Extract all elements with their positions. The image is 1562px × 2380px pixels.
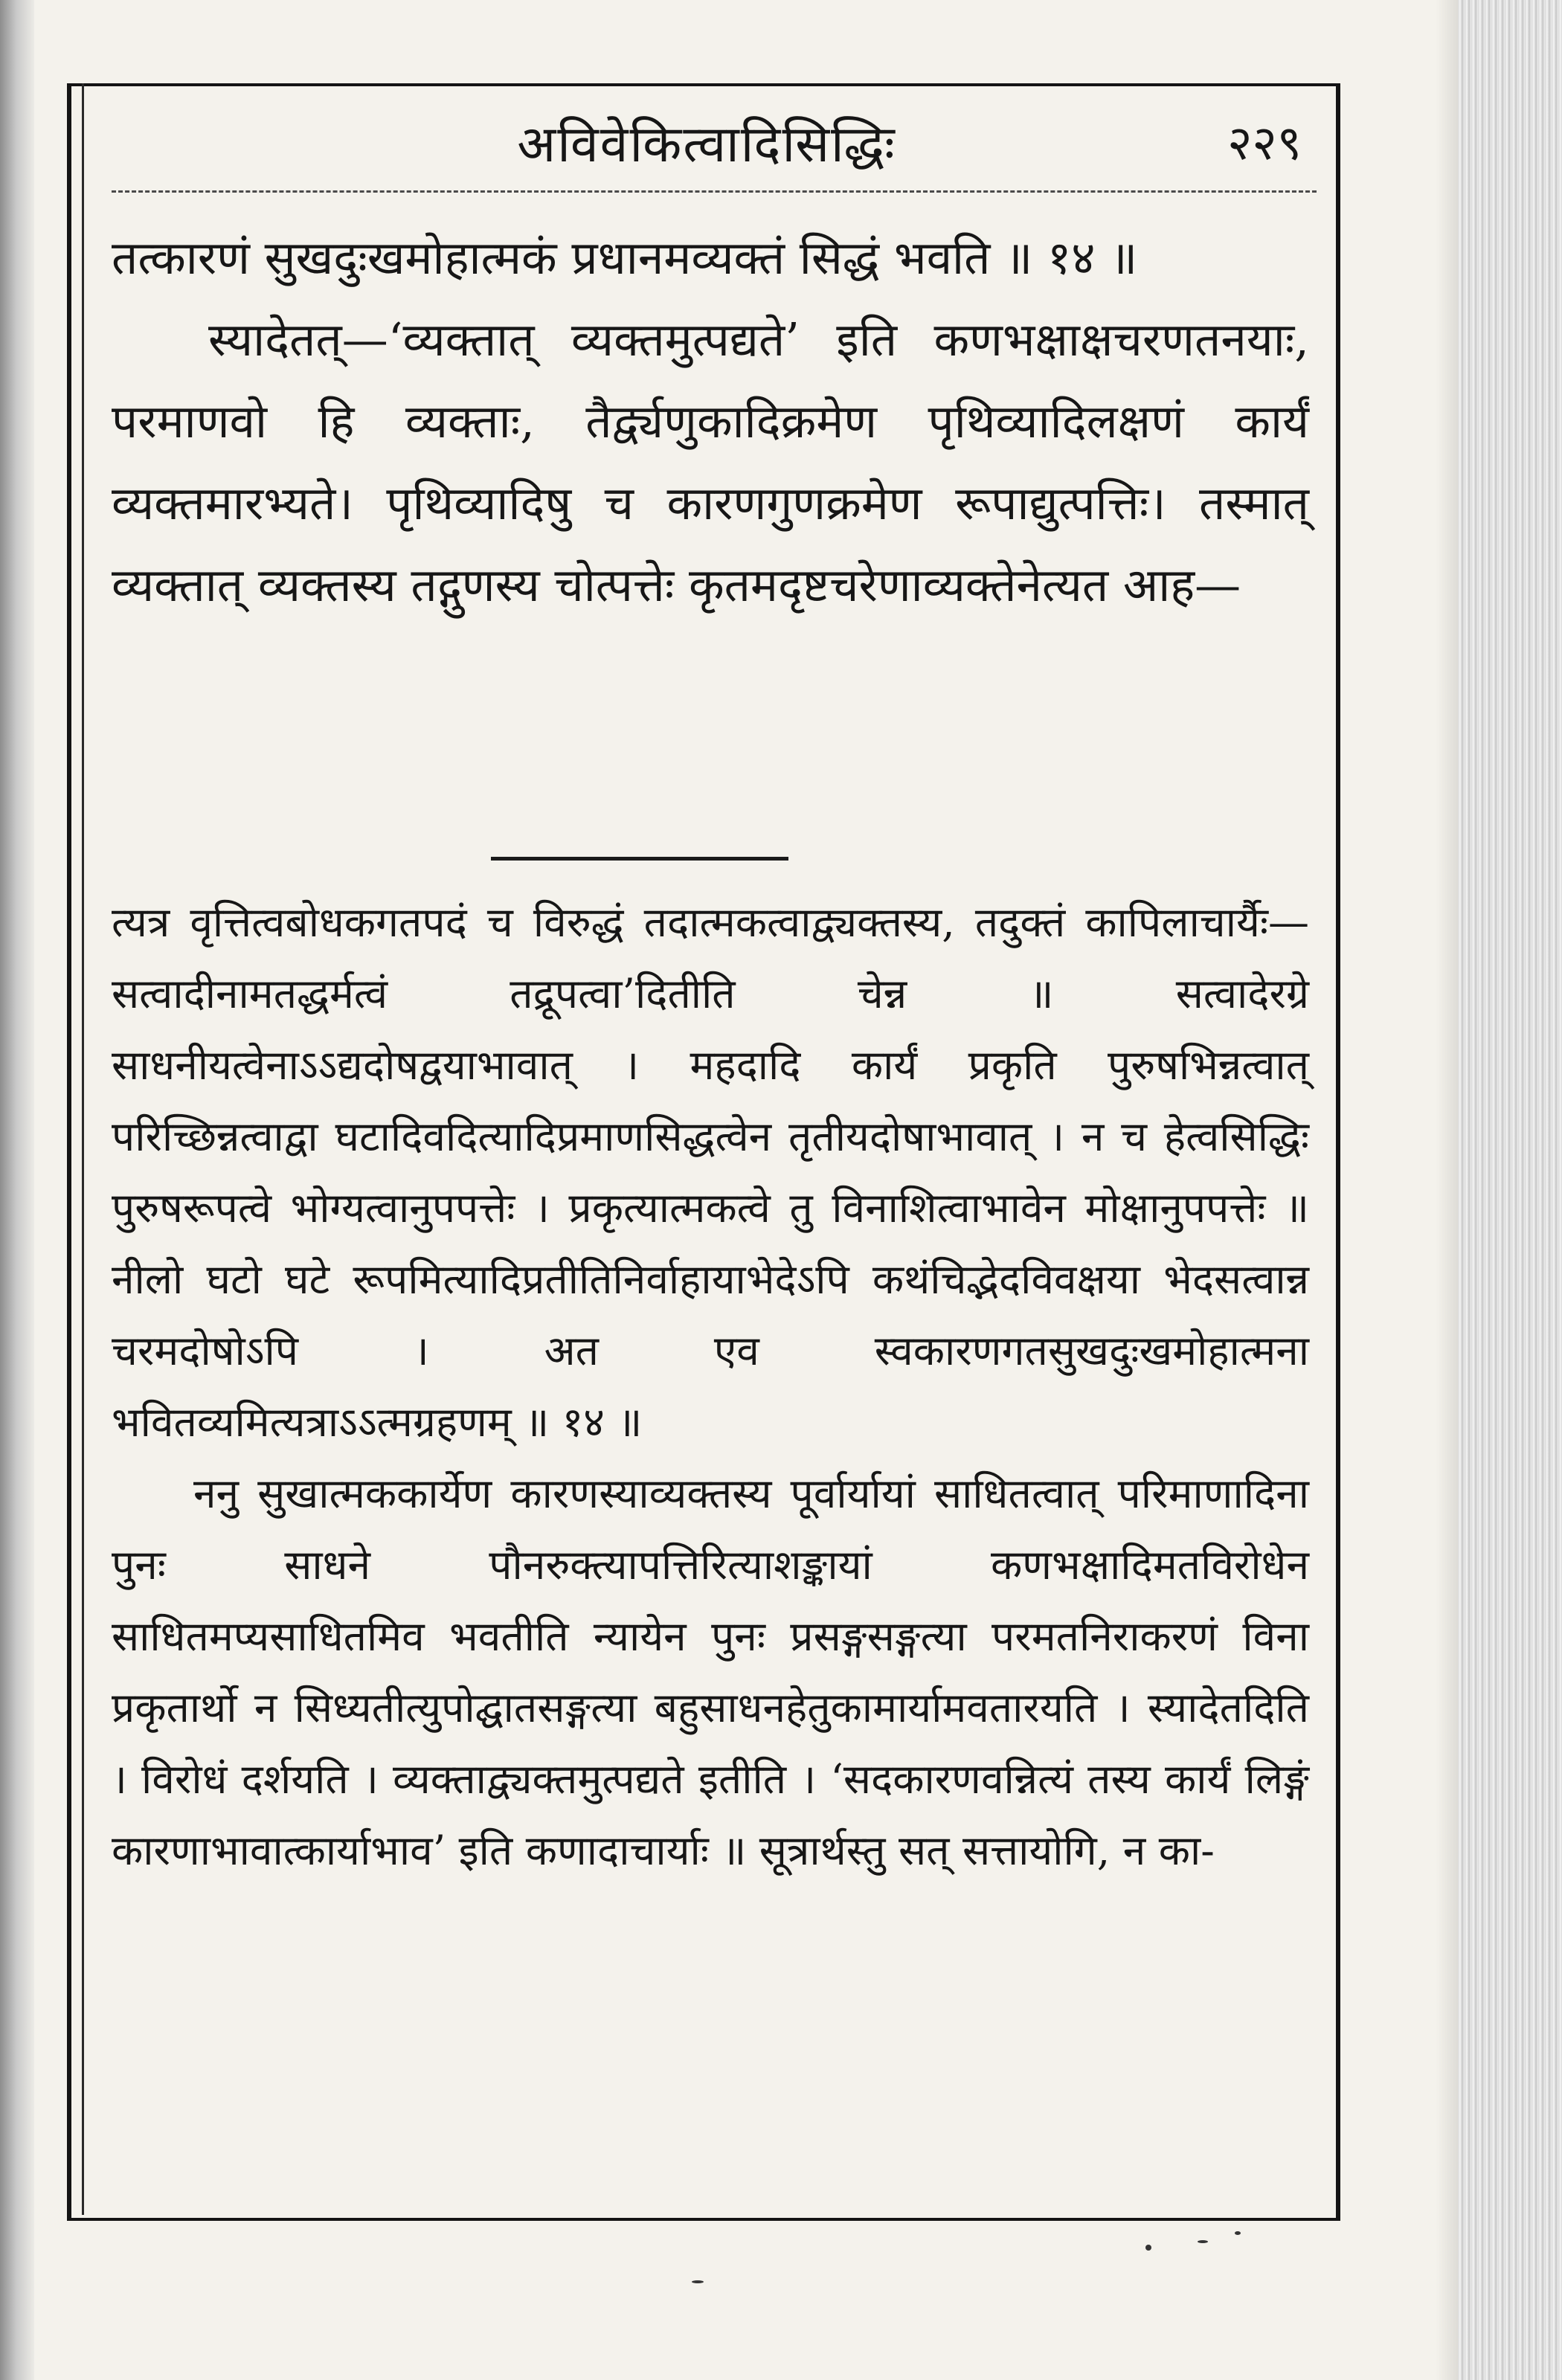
commentary-block — [112, 887, 1309, 1886]
main-paragraph: स्यादेतत्—‘व्यक्तात् व्यक्तमुत्पद्यते’ इति कणभक्षाक्षचरणतनयाः, परमाणवो हि व्यक्ताः, तैर्द्व्यणुकादिक्रमेण पृथिव्यादिलक्षणं कार्यं व्यक्तमारभ्यते। पृथिव्यादिषु च कारणगुणक्रमेण रूपाद्युत्पत्तिः। तस्मात् व्यक्तात् व्यक्तस्य तद्गुणस्य चोत्पत्तेः कृतमदृष्टचरेणाव्यक्तेनेत्यत आह— — [112, 312, 1309, 612]
header-dashed-rule — [112, 190, 1317, 193]
page-number: २२९ — [1227, 116, 1302, 171]
book-page-edges — [1458, 0, 1562, 2380]
commentary-paragraph: त्यत्र वृत्तित्वबोधकगतपदं च विरुद्धं तदात्मकत्वाद्व्यक्तस्य, तदुक्तं कापिलाचार्यैः—सत्वादीनामतद्धर्मत्वं तद्रूपत्वा’दितीति चेन्न ॥ सत्वादेरग्रे साधनीयत्वेनाऽऽद्यदोषद्वयाभावात् । महदादि कार्यं प्रकृति पुरुषभिन्नत्वात् परिच्छिन्नत्वाद्वा घटादिवदित्यादिप्रमाणसिद्धत्वेन तृतीयदोषाभावात् । न च हेत्वसिद्धिः पुरुषरूपत्वे भोग्यत्वानुपपत्तेः । प्रकृत्यात्मकत्वे तु विनाशित्वाभावेन मोक्षानुपपत्तेः ॥ नीलो घटो घटे रूपमित्यादिप्रतीतिनिर्वाहायाभेदेऽपि कथंचिद्भेदविवक्षया भेदसत्वान्न चरमदोषोऽपि । अत एव स्वकारणगतसुखदुःखमोहात्मना भवितव्यमित्यत्राऽऽत्मग्रहणम् ॥ १४ ॥ — [112, 898, 1309, 1446]
section-divider — [491, 857, 788, 861]
running-title: अविवेकित्वादिसिद्धिः — [517, 115, 896, 174]
scan-speck — [692, 2280, 704, 2283]
page-header — [97, 95, 1317, 177]
scan-speck — [1145, 2245, 1151, 2251]
page-inner-rule — [82, 83, 84, 2215]
scan-speck — [1198, 2240, 1208, 2243]
scan-speck — [1235, 2231, 1241, 2235]
main-paragraph: तत्कारणं सुखदुःखमोहात्मकं प्रधानमव्यक्तं सिद्धं भवति ॥ १४ ॥ — [112, 231, 1138, 285]
scan-left-edge — [0, 0, 34, 2380]
commentary-paragraph: ननु सुखात्मककार्येण कारणस्याव्यक्तस्य पूर्वार्यायां साधितत्वात् परिमाणादिना पुनः साधने पौनरुक्त्यापत्तिरित्याशङ्कायां कणभक्षादिमतविरोधेन साधितमप्यसाधितमिव भवतीति न्यायेन पुनः प्रसङ्गसङ्गत्या परमतनिराकरणं विना प्रकृतार्थो न सिध्यतीत्युपोद्घातसङ्गत्या बहुसाधनहेतुकामार्यामवतारयति । स्यादेतदिति । विरोधं दर्शयति । व्यक्ताद्व्यक्तमुत्पद्यते इतीति । ‘सदकारणवन्नित्यं तस्य कार्यं लिङ्गं कारणाभावात्कार्याभाव’ इति कणादाचार्याः ॥ सूत्रार्थस्तु सत् सत्तायोगि, न का- — [112, 1470, 1309, 1874]
main-text-block — [112, 217, 1309, 626]
